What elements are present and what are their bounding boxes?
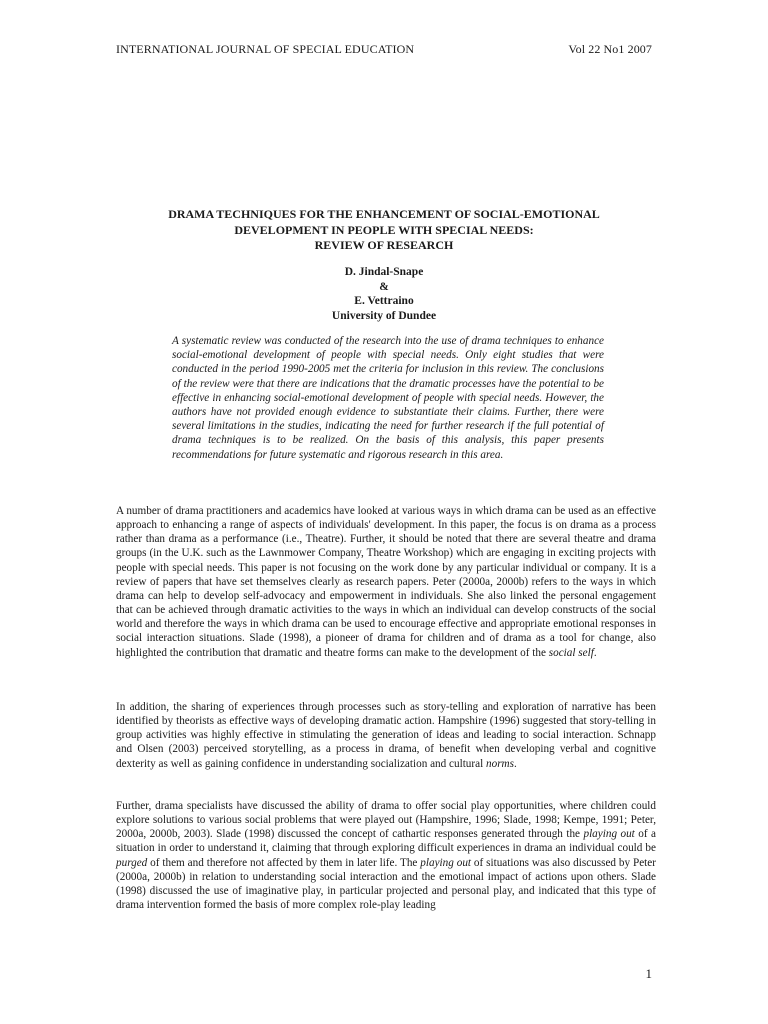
paper-title	[100, 207, 668, 254]
body-paragraph-2	[116, 700, 656, 771]
para1-emphasis: social self	[548, 646, 594, 659]
para1-text: A number of drama practitioners and academics have looked at various ways in which drama can be used as an effective approach to enhancing a range of aspects of individuals' development. In this paper, the focus is on drama as a process rather than drama as a performance (i.e., Theatre). Further, it should be noted that there are several theatre and drama groups (in the U.K. such as the Lawnmower Company, Theatre Workshop) which are engaging in exciting projects with people with special needs. This paper is not focusing on the work done by any particular individual or company. It is a review of papers that have set themselves clearly as research papers. Peter (2000a, 2000b) refers to the ways in which drama can help to develop self-advocacy and empowerment in individuals. She also linked the personal engagement that can be achieved through dramatic activities to the ways in which an individual can develop constructs of the social world and therefore the ways in which drama can be used to encourage effective and appropriate emotional responses in social interaction situations. Slade (1998), a pioneer of drama for children and of drama as a tool for change, also highlighted the contribution that dramatic and theatre forms can make to the development of the	[116, 505, 656, 659]
affiliation: University of Dundee	[331, 309, 437, 322]
body-paragraph-1	[116, 504, 656, 660]
para3-emphasis-3: playing out	[420, 856, 472, 869]
para2-text: In addition, the sharing of experiences through processes such as story-telling and exploration of narrative has been identified by theorists as effective ways of developing dramatic action. Hampshire (1996) suggested that story-telling in group activities was highly effective in stimulating the generation of ideas and leading to social interaction. Schnapp and Olsen (2003) perceived storytelling, as a process in drama, of benefit when developing verbal and cognitive dexterity as well as gaining confidence in understanding socialization and cultural	[116, 701, 656, 770]
page-number: 1	[645, 966, 652, 981]
para2-emphasis: norms	[486, 757, 514, 770]
title-line-3: REVIEW OF RESEARCH	[314, 238, 454, 252]
para3-text-b: of a situation in order to understand it, claiming that through exploring difficult experiences in drama an individual could be	[116, 828, 656, 855]
para1-end: .	[593, 646, 597, 659]
para2-end: .	[514, 757, 517, 770]
para3-text-a: Further, drama specialists have discussed the ability of drama to offer social play opportunities, where children could explore solutions to various social problems that were played out (Hampshire, 1996; Slade, 1998; Kempe, 1991; Peter, 2000a, 2000b, 2003). Slade (1998) discussed the concept of cathartic responses generated through the	[116, 800, 656, 841]
author-block	[100, 265, 668, 323]
author-2: E. Vettraino	[354, 295, 414, 307]
title-line-1: DRAMA TECHNIQUES FOR THE ENHANCEMENT OF SOCIAL-EMOTIONAL	[168, 207, 600, 221]
para3-emphasis-2: purged	[116, 856, 148, 869]
title-line-2: DEVELOPMENT IN PEOPLE WITH SPECIAL NEEDS:	[234, 222, 534, 237]
para3-text-d: of situations was also discussed by Peter (2000a, 2000b) in relation to understanding social interaction and the emotional impact of actions upon others. Slade (1998) discussed the use of imaginative play, in particular projected and personal play, and indicated that this type of drama intervention formed the basis of more complex role-play leading	[116, 856, 656, 912]
author-1: D. Jindal-Snape	[344, 266, 424, 278]
volume-issue: Vol 22 No1 2007	[568, 42, 652, 56]
journal-name: INTERNATIONAL JOURNAL OF SPECIAL EDUCATION	[116, 42, 415, 56]
abstract: A systematic review was conducted of the research into the use of drama techniques to enhance social-emotional development of people with special needs. Only eight studies that were conducted in the period 1990-2005 met the criteria for inclusion in this review. The conclusions of the review were that there are indications that the dramatic processes have the potential to be effective in enhancing social-emotional development of people with special needs. However, the authors have not provided enough evidence to substantiate their claims. Further, there were several limitations in the studies, indicating the need for further research if the full potential of drama techniques is to be realized. On the basis of this analysis, this paper presents recommendations for future systematic and rigorous research in this area.	[172, 335, 604, 461]
body-paragraph-3	[116, 799, 656, 912]
author-separator: &	[379, 280, 389, 293]
para3-text-c: of them and therefore not affected by them in later life. The	[147, 856, 421, 869]
para3-emphasis-1: playing out	[583, 828, 635, 841]
